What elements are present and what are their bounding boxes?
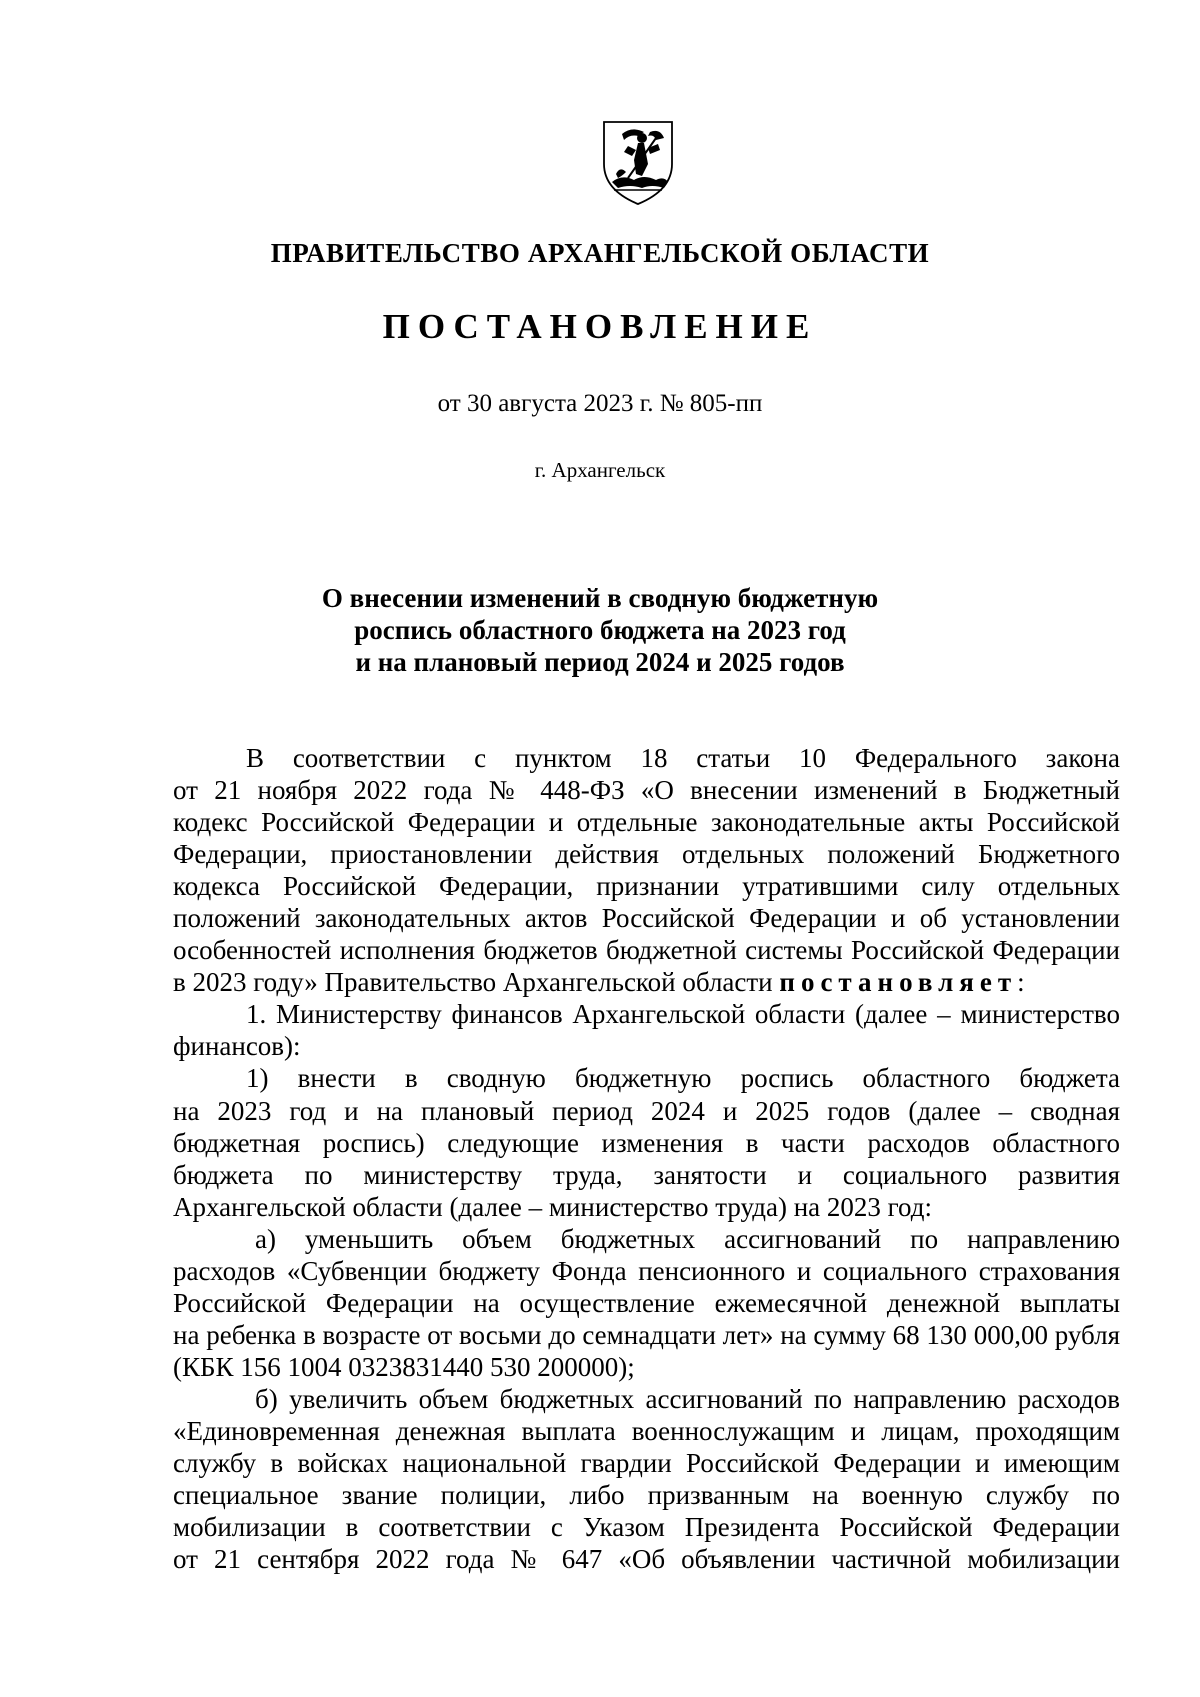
body-line: кодекс Российской Федерации и отдельные законодательные акты Российской bbox=[173, 807, 1120, 838]
body-line: расходов «Субвенции бюджету Фонда пенсионного и социального страхования bbox=[173, 1255, 1120, 1286]
date-and-number: от 30 августа 2023 г. № 805-пп bbox=[437, 390, 763, 417]
body-line: Российской Федерации на осуществление ежемесячной денежной выплаты bbox=[173, 1287, 1120, 1318]
body-line: Федерации, приостановлении действия отдельных положений Бюджетного bbox=[173, 839, 1120, 870]
body-line: службу в войсках национальной гвардии Российской Федерации и имеющим bbox=[173, 1448, 1120, 1479]
body-line bbox=[173, 966, 1120, 998]
document-body bbox=[173, 742, 1120, 1575]
subject-line: роспись областного бюджета на 2023 год bbox=[354, 615, 846, 645]
body-line: особенностей исполнения бюджетов бюджетной системы Российской Федерации bbox=[173, 935, 1120, 966]
body-line: б) увеличить объем бюджетных ассигнований по направлению расходов bbox=[255, 1383, 1120, 1414]
spaced-keyword: постановляет bbox=[779, 967, 1018, 998]
subject-line: и на плановый период 2024 и 2025 годов bbox=[355, 647, 845, 677]
body-line: кодекса Российской Федерации, признании утратившими силу отдельных bbox=[173, 871, 1120, 902]
document-type-title: ПОСТАНОВЛЕНИЕ bbox=[382, 307, 818, 346]
body-line: от 21 ноября 2022 года № 448-ФЗ «О внесении изменений в Бюджетный bbox=[173, 775, 1120, 806]
body-line: а) уменьшить объем бюджетных ассигнований по направлению bbox=[255, 1223, 1120, 1254]
body-line: 1) внести в сводную бюджетную роспись областного бюджета bbox=[246, 1063, 1120, 1094]
body-line-tail: : bbox=[1017, 967, 1025, 998]
document-subject bbox=[0, 582, 1200, 678]
body-line: мобилизации в соответствии с Указом Президента Российской Федерации bbox=[173, 1512, 1120, 1543]
body-line: специальное звание полиции, либо призванным на военную службу по bbox=[173, 1480, 1120, 1511]
city-name: г. Архангельск bbox=[534, 458, 666, 482]
body-line: бюджетная роспись) следующие изменения в части расходов областного bbox=[173, 1127, 1120, 1158]
body-line: на ребенка в возрасте от восьми до семнадцати лет» на сумму 68 130 000,00 рубля bbox=[173, 1319, 1120, 1350]
body-line: от 21 сентября 2022 года № 647 «Об объявлении частичной мобилизации bbox=[173, 1544, 1120, 1575]
body-line: положений законодательных актов Российской Федерации и об установлении bbox=[173, 903, 1120, 934]
organization-title: ПРАВИТЕЛЬСТВО АРХАНГЕЛЬСКОЙ ОБЛАСТИ bbox=[270, 238, 930, 268]
body-line: финансов): bbox=[173, 1031, 301, 1062]
body-line: бюджета по министерству труда, занятости и социального развития bbox=[173, 1159, 1120, 1190]
body-line: В соответствии с пунктом 18 статьи 10 Федерального закона bbox=[246, 743, 1120, 773]
body-line: Архангельской области (далее – министерство труда) на 2023 год: bbox=[173, 1191, 933, 1222]
body-line: (КБК 156 1004 0323831440 530 200000); bbox=[173, 1351, 635, 1382]
body-line-text: в 2023 году» Правительство Архангельской области bbox=[173, 967, 780, 998]
body-line: «Единовременная денежная выплата военнослужащим и лицам, проходящим bbox=[173, 1415, 1120, 1446]
body-line: на 2023 год и на плановый период 2024 и 2025 годов (далее – сводная bbox=[173, 1095, 1120, 1126]
coat-of-arms-emblem bbox=[598, 116, 678, 208]
body-line: 1. Министерству финансов Архангельской области (далее – министерство bbox=[246, 999, 1120, 1030]
subject-line: О внесении изменений в сводную бюджетную bbox=[321, 583, 879, 613]
